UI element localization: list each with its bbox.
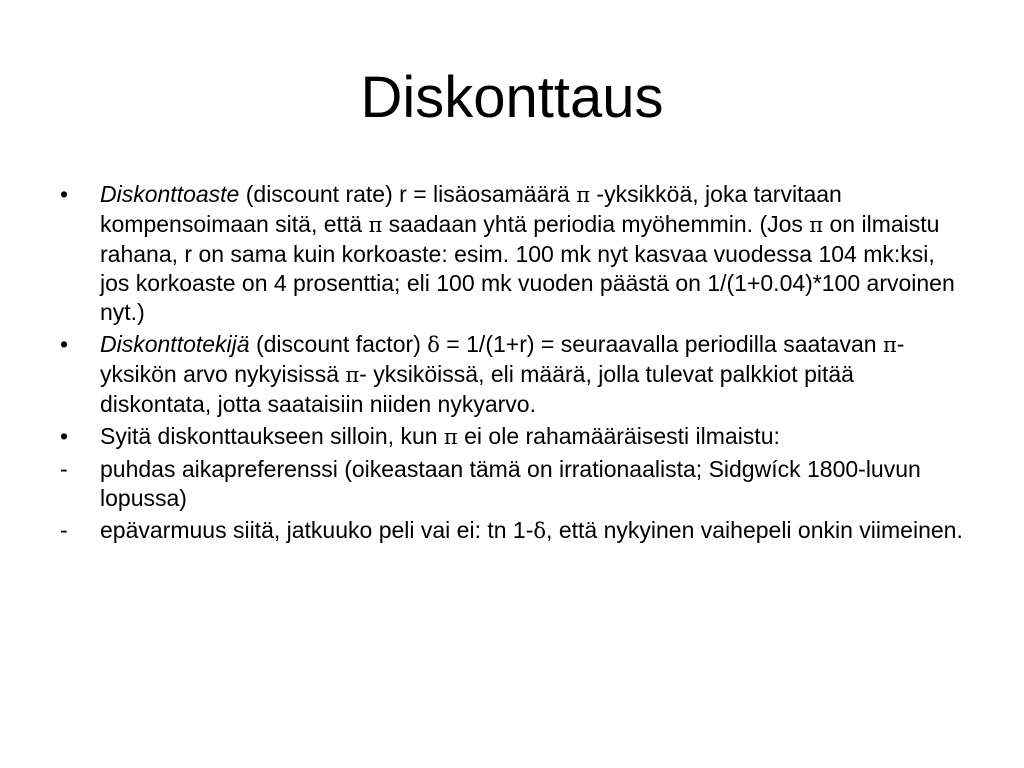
list-item <box>60 422 970 452</box>
item-text: - yksikön arvo nykyisissä <box>100 331 905 387</box>
list-item <box>60 330 970 419</box>
delta-symbol: δ <box>533 519 547 543</box>
slide-title: Diskonttaus <box>360 65 664 130</box>
delta-symbol: δ <box>427 333 440 357</box>
bullet-icon: • <box>60 331 69 357</box>
dash-item <box>60 516 970 546</box>
item-text: Syitä diskonttaukseen silloin, kun <box>100 423 444 449</box>
item-text: on ilmaistu rahana, r on sama kuin korkoaste: esim. 100 mk nyt kasvaa vuodessa 104 mk:ksi, jos korkoaste on 4 prosenttia; eli 100 mk vuoden päästä on 1/(1+0.04)*100 arvoinen nyt.) <box>100 211 955 325</box>
pi-symbol: π <box>345 363 360 387</box>
item-text: = 1/(1+r) = seuraavalla periodilla saatavan <box>439 331 883 357</box>
item-text: (discount rate) r = lisäosamäärä <box>239 181 577 207</box>
dash-marker: - <box>60 456 68 482</box>
item-text: -yksikköä, joka tarvitaan kompensoimaan sitä, että <box>100 181 842 237</box>
item-text: (discount factor) <box>249 331 428 357</box>
pi-symbol: π <box>443 425 458 449</box>
pi-symbol: π <box>368 213 383 237</box>
pi-symbol: π <box>882 333 897 357</box>
item-text: saadaan yhtä periodia myöhemmin. (Jos <box>382 211 810 237</box>
pi-symbol: π <box>809 213 824 237</box>
item-text: puhdas aikapreferenssi (oikeastaan tämä on irrationaalista; Sidgwíck 1800-luvun lopussa) <box>100 456 921 511</box>
item-text: epävarmuus siitä, jatkuuko peli vai ei: tn 1- <box>100 517 534 543</box>
dash-marker: - <box>60 517 68 543</box>
term-discount-rate: Diskonttoaste <box>100 181 240 207</box>
pi-symbol: π <box>576 183 591 207</box>
item-text: ei ole rahamääräisesti ilmaistu: <box>457 423 780 449</box>
bullet-icon: • <box>60 181 69 207</box>
slide-content <box>60 180 970 549</box>
dash-item <box>60 455 970 513</box>
bullet-icon: • <box>60 423 69 449</box>
item-text: , että nykyinen vaihepeli onkin viimeinen. <box>546 517 963 543</box>
term-discount-factor: Diskonttotekijä <box>100 331 250 357</box>
list-item <box>60 180 970 327</box>
item-text: - yksiköissä, eli määrä, jolla tulevat palkkiot pitää diskontata, jotta saataisiin niiden nykyarvo. <box>100 361 854 417</box>
